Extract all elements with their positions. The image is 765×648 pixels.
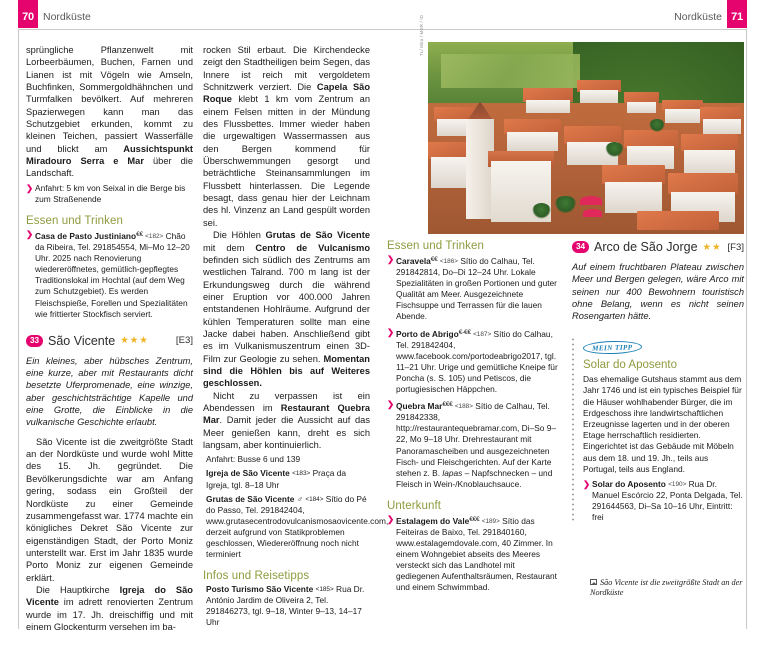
photo-caption xyxy=(590,578,745,599)
arrow-bullet-icon: ❯ xyxy=(26,182,34,193)
right-page-number: 71 xyxy=(731,11,743,23)
family-friendly-icon: ♂ xyxy=(296,493,304,504)
c3-quebra-details-a: Sítio de Calhau, Tel. 291842338, http://restaurantequebramar.com, Di–So 9–22, Mo 9–18 Uhr. Drehrestaurant mit Panoramascheiben und ausgezeichneten Fisch- und Fleischgerichten. Auf der Karte stehen z. B. xyxy=(396,401,557,478)
c1-casa-details: Chão da Ribeira, Tel. 291854554, Mi–Mo 12–20 Uhr. 2025 nach Renovierung wiedereröffnetes, gemütlich-gepflegtes Traditionslokal im Hochtal (auf dem Weg zum Schutzgebiet). Es werden Fleischspieße, Forellen und Spezialitäten wie frittierter Stockfisch serviert. xyxy=(35,230,190,319)
c3-caravela-map-ref: <186> xyxy=(439,258,458,265)
c3-entry-porto-de-abrigo xyxy=(387,327,559,396)
c3-entry-quebra-mar xyxy=(387,399,559,490)
tipp-body-text: Das ehemalige Gutshaus stammt aus dem Jahr 1746 und ist ein typisches Beispiel für die Häuser wohlhabender Bürger, die im Erdgeschoss ihre landwirtschaftlichen Erzeugnisse lagerten und in der oberen Etage herrschaftlich residierten. Eingerichtet ist das Gebäude mit Möbeln aus dem 18. und 19. Jh., teils aus Portugal, teils aus England. xyxy=(583,374,742,474)
c3-caravela-details: Sítio do Calhau, Tel. 291842814, Do–Di 12–24 Uhr. Lokale Spezialitäten in großen Portionen und guter Qualität am Meer. Ausgezeichnete Fischsuppe und Terrassen für die lauen Abende. xyxy=(396,256,557,322)
left-header-title: Nordküste xyxy=(43,11,91,23)
poi-title: Arco de São Jorge xyxy=(594,240,698,254)
c1-anfahrt-entry xyxy=(26,183,193,205)
mein-tipp-badge: MEIN TIPP xyxy=(583,340,642,355)
photo-church-tower xyxy=(466,119,494,219)
c2-entry-grutas xyxy=(203,493,389,561)
c3-quebra-dish-italic: lapas xyxy=(442,467,463,478)
c1-heading-essen-und-trinken: Essen und Trinken xyxy=(26,214,123,227)
c2-posto-map-ref: <185> xyxy=(315,586,334,594)
left-margin-rule xyxy=(18,29,19,629)
c4-solar-map-ref: <190> xyxy=(668,481,687,489)
c3-abrigo-details: Sítio do Calhau, Tel. 291842404, www.facebook.com/portodeabrigo2017, tgl. 11–21 Uhr. Urige und gemütliche Kneipe für Poncha (s. S. 105) und Petiscos, die portugiesischen Häppchen. xyxy=(396,328,558,395)
mein-tipp-box xyxy=(572,337,744,524)
poi-number-badge: 33 xyxy=(26,335,43,347)
arrow-bullet-icon: ❯ xyxy=(583,479,591,490)
c2-posto-details: Rua Dr. António Jardim de Oliveira 2, Tel. 291846273, tgl. 9–18, Winter 9–13, 14–17 Uhr xyxy=(206,584,365,628)
arrow-bullet-icon: ❯ xyxy=(387,513,395,524)
header-divider xyxy=(18,29,747,30)
arrow-bullet-icon: ❯ xyxy=(387,254,395,264)
c3-estalagem-name: Estalagem do Vale xyxy=(396,515,470,526)
c2-igreja-map-ref: <183> xyxy=(292,470,311,478)
c3-abrigo-price-category: €-€€ xyxy=(458,328,471,336)
poi-star-rating: ★★ xyxy=(702,241,722,253)
c3-entry-caravela xyxy=(387,254,559,323)
c4-poi-heading-arco-de-sao-jorge xyxy=(572,240,744,254)
c2-paragraph-1: rocken Stil erbaut. Die Kirchendecke zeigt den Stadtheiligen beim Segen, das Innere ist reich mit vergoldetem Schnitzwerk verziert. Die Capela São Roque klebt 1 km vom Zentrum an einem Felsen mitten in der Mündung des Flussbettes. Immer wieder haben die urgewaltigen Wassermassen aus den Bergen kommend für Überschwemmungen gesorgt und beträchtliche Steinansammlungen im Flussbett hinterlassen. Die Legende besagt, dass genau hier der Leichnam des hl. Vinzenz an Land gespült worden sei. xyxy=(203,45,370,228)
c3-quebra-price-category: €€€ xyxy=(442,401,453,409)
right-margin-rule xyxy=(746,29,747,629)
left-page-number: 70 xyxy=(22,11,34,23)
c3-estalagem-details: Sítio das Feiteiras de Baixo, Tel. 291840160, www.estalagemdovale.com, 40 Zimmer. In einem Wohngebiet abseits des Meeres versteckt sich das Landhotel mit gediegenen Aufenthaltsräumen, Restaurant und einem Schwimmbad. xyxy=(396,515,557,593)
c2-paragraph-2: Die Höhlen Grutas de São Vicente mit dem Centro de Vulcanismo befinden sich südlich des Zentrums am westlichen Talrand. 700 m lang ist der Erkundungsweg durch die während einer Eruption vor 400.000 Jahren entstandenen Hohlräume. Aufgrund der kühlen Temperaturen sollte man eine Jacke dabei haben. Anschließend gibt es im Vulkanismuszentrum einen 3D-Film zur Geologie zu sehen. Momentan sind die Höhlen bis auf Weiteres geschlossen. xyxy=(203,230,370,389)
photo-sao-vicente-village xyxy=(428,42,744,234)
c3-heading-unterkunft: Unterkunft xyxy=(387,499,442,512)
c2-grutas-name: Grutas de São Vicente xyxy=(206,493,295,504)
c4-poi-intro: Auf einem fruchtbaren Plateau zwischen Meer und Bergen gelegen, wäre Arco mit seinen nur 400 Bewohnern touristisch ohne Belang, wenn es nicht seinen Rosengarten hätte. xyxy=(572,262,744,322)
c3-entry-estalagem-do-vale xyxy=(387,514,559,594)
c1-paragraph-3: Die Hauptkirche Igreja do São Vicente im adrett renovierten Zentrum wurde im 17. Jh. dreischiffig und mit einem Glockenturm versehen im ba- xyxy=(26,584,193,632)
poi-number-badge: 34 xyxy=(572,241,589,253)
c2-entry-posto-turismo xyxy=(203,584,370,628)
tipp-title-solar-do-aposento: Solar do Aposento xyxy=(583,359,677,372)
column-1 xyxy=(26,44,193,633)
photo-icon xyxy=(590,579,597,585)
c2-grutas-details: Sítio do Pé do Passo, Tel. 291842404, www.grutasecentrodovulcanismosaovicente.com, derzeit aufgrund von Statikproblemen geschlossen, Wiedereröffnung noch nicht terminiert xyxy=(206,493,389,560)
c1-casa-name: Casa de Pasto Justiniano xyxy=(35,230,137,241)
c2-igreja-details: Praça da Igreja, tgl. 8–18 Uhr xyxy=(206,468,346,490)
c1-paragraph-2: São Vicente ist die zweitgrößte Stadt an der Nordküste und wurde wohl Mitte des 15. Jh. gegründet. Die Bevölkerungsdichte war am Anfang gering, sodass ein Großteil der Nordküste zu einer Gemeinde zusammengefasst war. 1774 machte ein königliches Dekret São Vicente zur eigenständigen Stadt, der Porto Moniz unterstellt war. Erst im Jahr 1835 wurde Porto Moniz zur eigenen Gemeinde erklärt. xyxy=(26,436,193,583)
tipp-dotted-rule xyxy=(572,337,574,524)
photo-terraced-fields xyxy=(441,54,580,89)
c1-paragraph-1: sprüngliche Pflanzenwelt mit Lorbeerbäumen, Buchen, Farnen und Lianen ist mit Vögeln wie Amseln, Buchfinken, Sommergoldhähnchen und Turmfalken bevölkert. Auf mehreren Spazierwegen kann man das Schutzgebiet erkunden, kommt zu kleinen Teichen, passiert Wasserfälle und blickt am Aussichtspunkt Miradouro Serra e Mar über die Landschaft. xyxy=(26,45,193,179)
c3-caravela-price-category: €€ xyxy=(430,256,438,263)
photo-credit: TL/ Mira / MGR / ID xyxy=(419,14,424,56)
column-4 xyxy=(572,240,744,527)
c3-heading-essen-und-trinken: Essen und Trinken xyxy=(387,240,484,252)
c2-paragraph-3: Nicht zu verpassen ist ein Abendessen im Restaurant Quebra Mar. Damit jeder die Aussicht auf das Meer genießen kann, dreht es sich langsam, aber kontinuierlich. xyxy=(203,390,371,450)
poi-star-rating: ★★★ xyxy=(120,335,149,347)
c2-grutas-map-ref: <184> xyxy=(305,495,324,503)
poi-map-grid-ref: [E3] xyxy=(175,335,193,347)
c4-solar-name: Solar do Aposento xyxy=(592,479,666,490)
c3-estalagem-price-category: €€€ xyxy=(469,515,480,523)
c1-anfahrt-text: Anfahrt: 5 km von Seixal in die Berge bis zum Straßenende xyxy=(35,182,186,204)
arrow-bullet-icon: ❯ xyxy=(387,399,395,410)
c1-casa-map-ref: <182> xyxy=(145,232,164,240)
photo-caption-text: São Vicente ist die zweitgrößte Stadt an der Nordküste xyxy=(590,578,743,598)
poi-title: São Vicente xyxy=(48,333,116,348)
c2-entry-anfahrt: Anfahrt: Busse 6 und 139 xyxy=(206,454,301,465)
arrow-bullet-icon: ❯ xyxy=(387,326,395,337)
right-header-title: Nordküste xyxy=(674,11,722,23)
c3-estalagem-map-ref: <189> xyxy=(481,517,500,525)
c2-posto-name: Posto Turismo São Vicente xyxy=(206,584,314,595)
c2-entry-igreja xyxy=(203,468,370,490)
c4-solar-details: Rua Dr. Manuel Escórcio 22, Ponta Delgada, Tel. 291644563, Di–Sa 10–16 Uhr, Eintritt: frei xyxy=(592,479,743,523)
c3-quebra-name: Quebra Mar xyxy=(396,401,443,412)
c1-casa-price-category: €€ xyxy=(136,230,143,238)
c1-poi-intro: Ein kleines, aber hübsches Zentrum, eine kurze, aber mit Restaurants dicht besetzte Uferpromenade, eine winzige, aber geschichtsträchtige Kapelle und eine Grotte, die Einblicke in die vulkanische Geschichte erlaubt. xyxy=(26,355,193,428)
c2-igreja-name: Igreja de São Vicente xyxy=(206,468,290,479)
running-header xyxy=(0,0,765,30)
column-2 xyxy=(203,44,389,632)
c1-poi-heading-sao-vicente xyxy=(26,334,193,348)
column-3 xyxy=(387,240,559,598)
c3-caravela-name: Caravela xyxy=(396,256,431,266)
poi-map-grid-ref: [F3] xyxy=(727,241,744,253)
c3-quebra-map-ref: <188> xyxy=(454,403,473,411)
c3-abrigo-map-ref: <187> xyxy=(473,330,492,338)
c4-entry-solar-do-aposento xyxy=(583,479,744,523)
c3-abrigo-name: Porto de Abrigo xyxy=(396,328,459,339)
arrow-bullet-icon: ❯ xyxy=(26,228,34,239)
c1-entry-casa-de-pasto xyxy=(26,229,193,320)
c3-quebra-details-b: – Napfschnecken – und Fleisch in Wein-/Knoblauchsauce. xyxy=(396,467,553,489)
c2-heading-infos-und-reisetipps: Infos und Reisetipps xyxy=(203,570,310,583)
